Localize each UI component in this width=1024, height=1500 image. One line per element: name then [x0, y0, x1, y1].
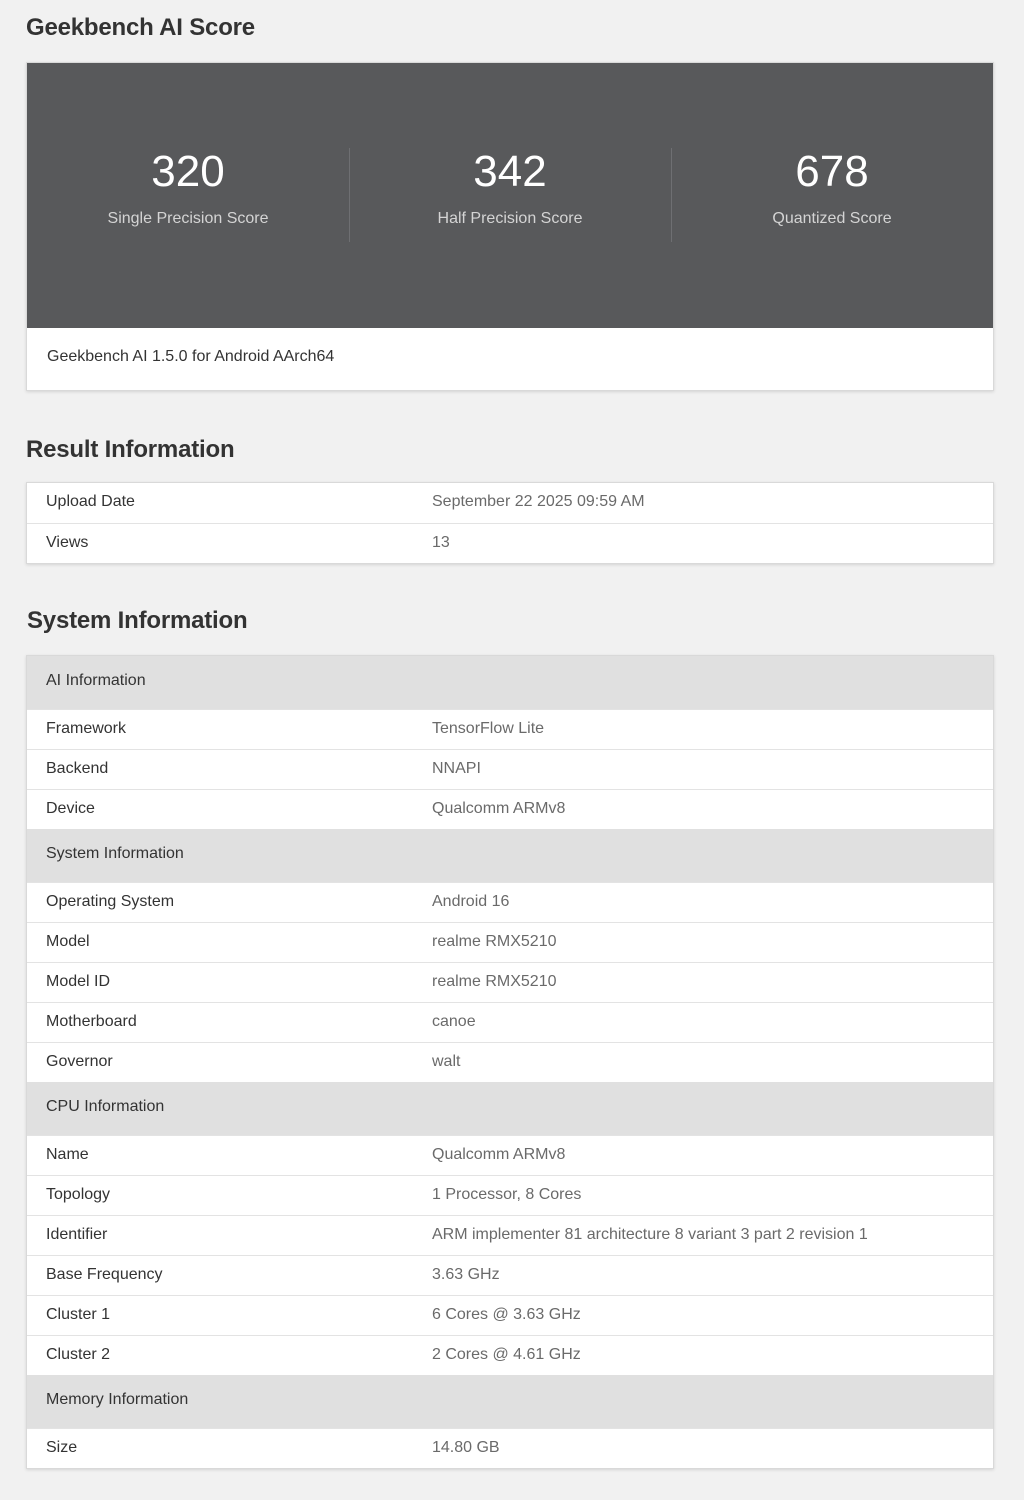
row-value: 13: [432, 534, 450, 551]
row-key: Cluster 1: [46, 1306, 111, 1323]
table-row: [27, 1135, 993, 1175]
row-value: 6 Cores @ 3.63 GHz: [432, 1306, 581, 1323]
score-card: [26, 62, 994, 391]
table-row: [27, 709, 993, 749]
row-value: TensorFlow Lite: [432, 720, 545, 737]
group-header-label: AI Information: [46, 672, 146, 689]
row-key: Operating System: [46, 893, 175, 910]
quantized-score: [671, 63, 993, 328]
row-key: Backend: [46, 760, 109, 777]
score-value: 320: [151, 147, 225, 196]
table-row: [27, 962, 993, 1002]
half-precision-score: [349, 63, 671, 328]
row-value: 14.80 GB: [432, 1439, 500, 1456]
row-value: walt: [432, 1053, 461, 1070]
group-header-memory: [27, 1375, 993, 1428]
system-section-title: System Information: [27, 607, 248, 634]
row-value: Qualcomm ARMv8: [432, 1146, 566, 1163]
row-key: Base Frequency: [46, 1266, 163, 1283]
system-info-table: [26, 655, 994, 1469]
row-value: NNAPI: [432, 760, 481, 777]
group-header-ai: [27, 656, 993, 709]
score-section-title: Geekbench AI Score: [26, 14, 255, 41]
table-row: [27, 1428, 993, 1468]
table-row: [27, 1215, 993, 1255]
table-row: [27, 483, 993, 523]
row-value: Android 16: [432, 893, 510, 910]
row-value: canoe: [432, 1013, 476, 1030]
row-key: Framework: [46, 720, 127, 737]
table-row: [27, 749, 993, 789]
row-key: Upload Date: [46, 493, 135, 510]
table-row: [27, 882, 993, 922]
row-key: Model: [46, 933, 90, 950]
row-key: Identifier: [46, 1226, 108, 1243]
group-header-label: Memory Information: [46, 1391, 189, 1408]
score-panel: [27, 63, 993, 328]
table-row: [27, 922, 993, 962]
row-value: September 22 2025 09:59 AM: [432, 493, 645, 510]
row-key: Governor: [46, 1053, 113, 1070]
row-key: Size: [46, 1439, 78, 1456]
table-row: [27, 789, 993, 829]
row-key: Name: [46, 1146, 89, 1163]
row-value: realme RMX5210: [432, 973, 557, 990]
table-row: [27, 1295, 993, 1335]
score-value: 342: [473, 147, 547, 196]
table-row: [27, 1175, 993, 1215]
table-row: [27, 1255, 993, 1295]
group-header-label: CPU Information: [46, 1098, 165, 1115]
row-key: Topology: [46, 1186, 111, 1203]
row-key: Cluster 2: [46, 1346, 111, 1363]
row-key: Views: [46, 534, 89, 551]
table-row: [27, 1002, 993, 1042]
group-header-system: [27, 829, 993, 882]
group-header-label: System Information: [46, 845, 184, 862]
result-section-title: Result Information: [26, 436, 235, 463]
single-precision-score: [27, 63, 349, 328]
row-value: ARM implementer 81 architecture 8 variant 3 part 2 revision 1: [432, 1226, 868, 1243]
group-header-cpu: [27, 1082, 993, 1135]
version-text: Geekbench AI 1.5.0 for Android AArch64: [47, 348, 335, 365]
score-label: Half Precision Score: [437, 210, 583, 227]
row-key: Motherboard: [46, 1013, 137, 1030]
row-value: Qualcomm ARMv8: [432, 800, 566, 817]
table-row: [27, 1335, 993, 1375]
table-row: [27, 523, 993, 563]
row-value: realme RMX5210: [432, 933, 557, 950]
result-info-table: [26, 482, 994, 564]
table-row: [27, 1042, 993, 1082]
row-value: 3.63 GHz: [432, 1266, 500, 1283]
row-value: 1 Processor, 8 Cores: [432, 1186, 582, 1203]
row-key: Device: [46, 800, 95, 817]
score-value: 678: [795, 147, 869, 196]
score-label: Single Precision Score: [107, 210, 269, 227]
score-label: Quantized Score: [772, 210, 892, 227]
row-value: 2 Cores @ 4.61 GHz: [432, 1346, 581, 1363]
row-key: Model ID: [46, 973, 111, 990]
